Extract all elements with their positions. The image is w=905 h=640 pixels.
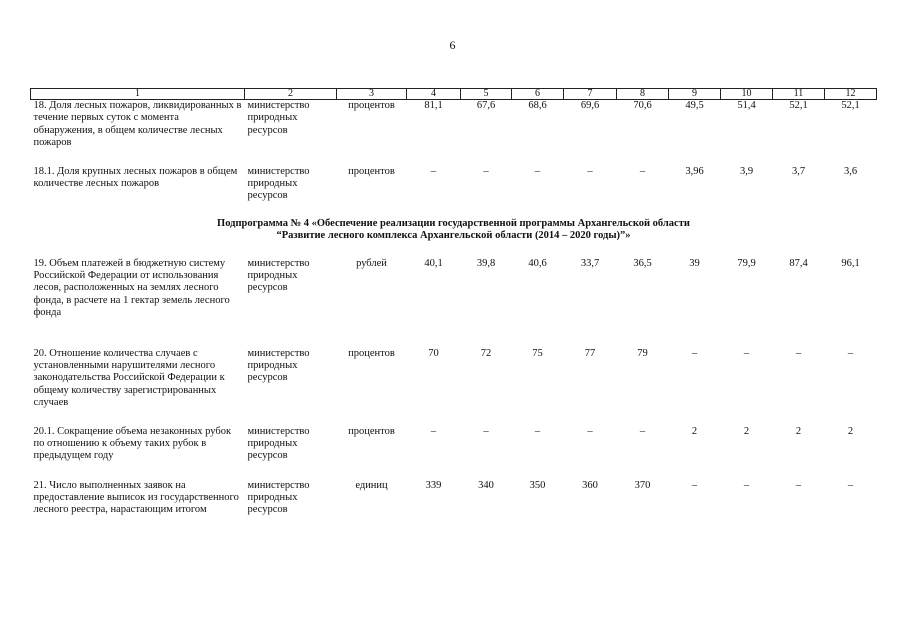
value-cell: 2 <box>795 425 802 437</box>
table-row <box>31 348 877 426</box>
indicators-table <box>30 88 877 534</box>
table-row <box>31 100 877 166</box>
value-cell: 96,1 <box>841 257 860 269</box>
indicator-cell: 20.1. Сокращение объема незаконных рубок по отношению к объему таких рубок в предыдущем году <box>33 425 232 462</box>
value-cell: 40,6 <box>528 257 547 269</box>
header-cell: 11 <box>773 89 825 100</box>
value-cell: 3,6 <box>843 165 858 177</box>
value-cell: – <box>743 347 750 359</box>
header-cell: 10 <box>721 89 773 100</box>
subprogram-heading-row <box>31 218 877 258</box>
value-cell: 350 <box>529 479 546 491</box>
header-cell: 3 <box>337 89 407 100</box>
value-cell: 70,6 <box>633 100 652 111</box>
header-cell: 6 <box>512 89 564 100</box>
indicator-cell: 21. Число выполненных заявок на предоставление выписок из государственного лесного реестра, нарастающим итогом <box>33 479 239 516</box>
executor-cell: министерство природных ресурсов <box>247 479 310 516</box>
table-row <box>31 480 877 534</box>
value-cell: – <box>795 479 802 491</box>
value-cell: 3,9 <box>739 165 754 177</box>
table-row <box>31 426 877 480</box>
indicator-cell: 18. Доля лесных пожаров, ликвидированных в течение первых суток с момента обнаружения, в общем количестве лесных пожаров <box>33 100 242 149</box>
header-cell: 5 <box>461 89 512 100</box>
header-cell: 7 <box>564 89 617 100</box>
value-cell: 40,1 <box>424 257 443 269</box>
value-cell: 81,1 <box>424 100 443 111</box>
header-cell: 8 <box>617 89 669 100</box>
value-cell: 49,5 <box>685 100 704 111</box>
value-cell: 68,6 <box>528 100 547 111</box>
value-cell: 79 <box>637 347 648 359</box>
header-cell: 9 <box>669 89 721 100</box>
value-cell: – <box>743 479 750 491</box>
value-cell: 360 <box>582 479 598 491</box>
header-cell: 1 <box>31 89 245 100</box>
header-cell: 12 <box>825 89 877 100</box>
value-cell: 39,8 <box>476 257 496 269</box>
executor-cell: министерство природных ресурсов <box>247 347 310 384</box>
value-cell: 3,96 <box>685 165 704 177</box>
value-cell: 339 <box>425 479 442 491</box>
value-cell: 3,7 <box>791 165 806 177</box>
value-cell: – <box>587 425 593 437</box>
value-cell: – <box>691 347 698 359</box>
value-cell: 79,9 <box>737 257 756 269</box>
header-cell: 4 <box>407 89 461 100</box>
value-cell: – <box>534 165 541 177</box>
value-cell: – <box>847 479 854 491</box>
value-cell: – <box>847 347 854 359</box>
value-cell: 2 <box>847 425 854 437</box>
value-cell: 52,1 <box>789 100 808 111</box>
value-cell: 77 <box>584 347 596 359</box>
value-cell: 2 <box>691 425 698 437</box>
page-number: 6 <box>449 38 456 52</box>
value-cell: 72 <box>480 347 492 359</box>
unit-cell: процентов <box>348 425 395 437</box>
value-cell: – <box>483 425 489 437</box>
value-cell: – <box>430 165 437 177</box>
value-cell: – <box>483 165 489 177</box>
value-cell: – <box>795 347 802 359</box>
value-cell: 2 <box>743 425 750 437</box>
indicator-cell: 18.1. Доля крупных лесных пожаров в общем количестве лесных пожаров <box>33 165 238 189</box>
table-row <box>31 258 877 348</box>
value-cell: 51,4 <box>737 100 756 111</box>
value-cell: – <box>587 165 593 177</box>
indicator-cell: 19. Объем платежей в бюджетную систему Российской Федерации от использования лесов, расположенных на землях лесного фонда, в расчете на 1 гектар земель лесного фонда <box>33 257 230 319</box>
value-cell: 52,1 <box>841 100 860 111</box>
value-cell: 87,4 <box>789 257 808 269</box>
executor-cell: министерство природных ресурсов <box>247 165 310 202</box>
value-cell: 70 <box>428 347 439 359</box>
value-cell: – <box>639 165 646 177</box>
value-cell: 67,6 <box>476 100 496 111</box>
unit-cell: рублей <box>356 257 387 269</box>
indicator-cell: 20. Отношение количества случаев с установленными нарушителями лесного законодательства Российской Федерации к общему количеству зарегистрированных случаев <box>33 347 225 409</box>
value-cell: 39 <box>689 257 700 269</box>
executor-cell: министерство природных ресурсов <box>247 100 310 136</box>
value-cell: 33,7 <box>580 257 600 269</box>
unit-cell: процентов <box>348 165 395 177</box>
value-cell: – <box>691 479 698 491</box>
value-cell: 69,6 <box>580 100 600 111</box>
unit-cell: единиц <box>355 479 388 491</box>
value-cell: 370 <box>634 479 651 491</box>
subprogram-title-line-1: Подпрограмма № 4 «Обеспечение реализации государственной программы Архангельской области <box>217 217 690 229</box>
header-row <box>31 89 877 100</box>
value-cell: 340 <box>478 479 494 491</box>
unit-cell: процентов <box>348 347 395 359</box>
table-row <box>31 166 877 218</box>
value-cell: – <box>639 425 646 437</box>
header-cell: 2 <box>245 89 337 100</box>
value-cell: 36,5 <box>633 257 652 269</box>
unit-cell: процентов <box>348 100 395 111</box>
subprogram-title-line-2: “Развитие лесного комплекса Архангельской области (2014 – 2020 годы)”» <box>276 229 631 241</box>
value-cell: 75 <box>532 347 543 359</box>
value-cell: – <box>534 425 541 437</box>
executor-cell: министерство природных ресурсов <box>247 257 310 294</box>
subprogram-heading <box>31 218 877 258</box>
value-cell: – <box>430 425 437 437</box>
executor-cell: министерство природных ресурсов <box>247 425 310 462</box>
